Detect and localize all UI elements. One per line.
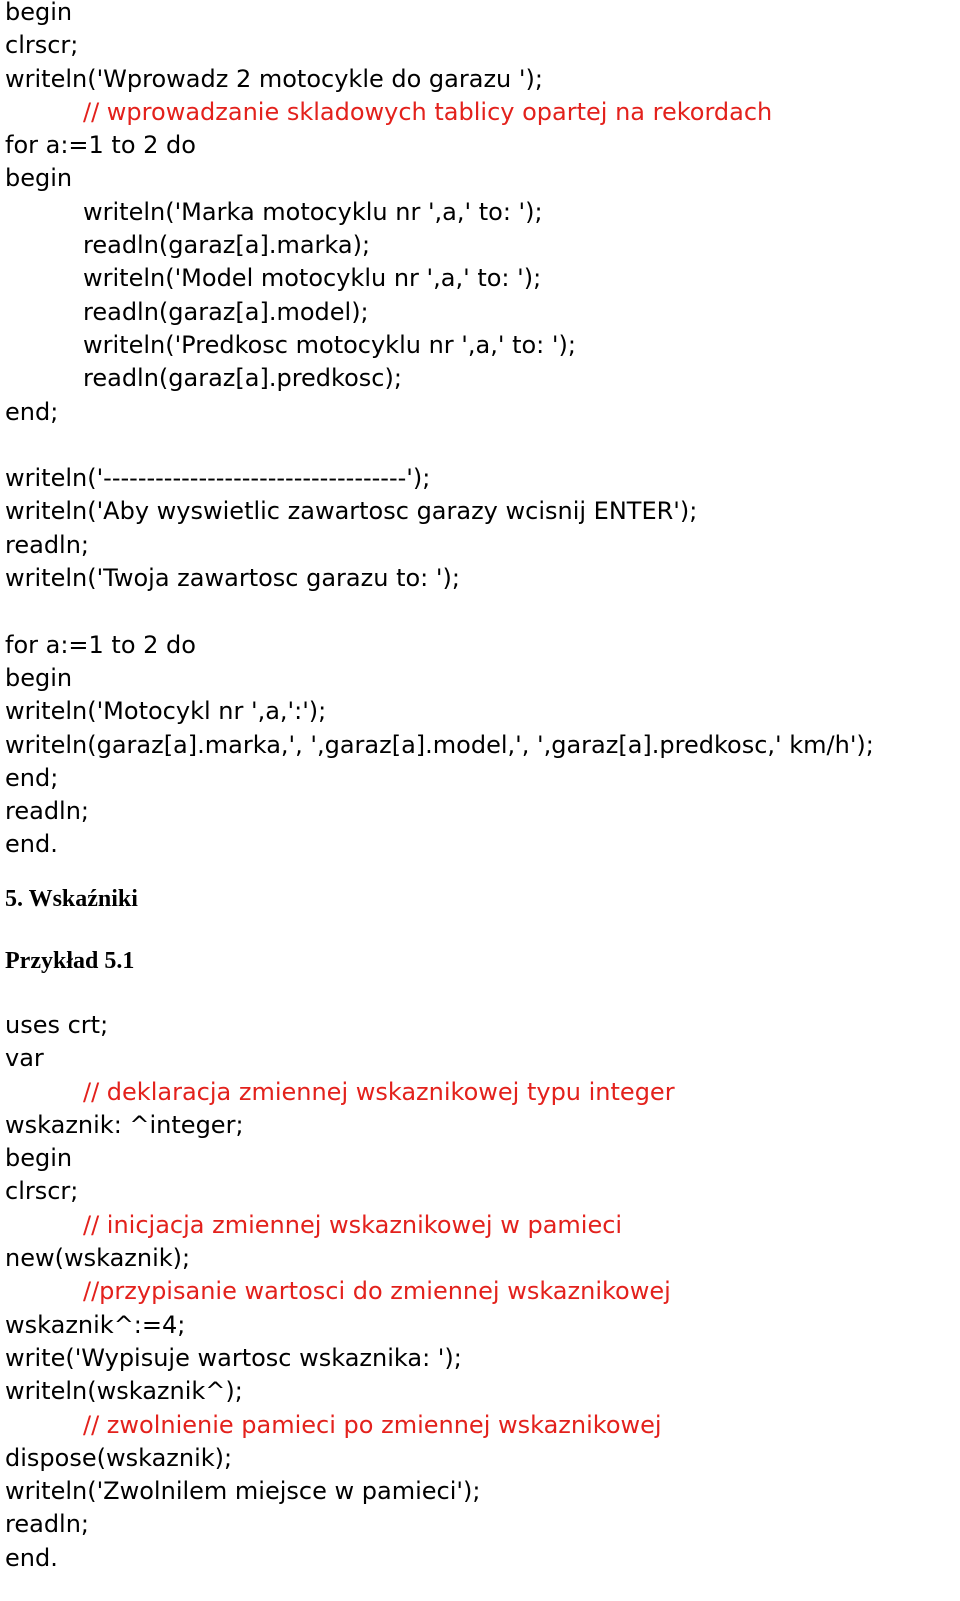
code-line: end; [5, 397, 59, 426]
code-block-pointers [5, 1009, 955, 1575]
code-line: readln(garaz[a].model); [83, 297, 369, 326]
code-line: clrscr; [5, 1177, 79, 1206]
code-line: writeln('Aby wyswietlic zawartosc garazy wcisnij ENTER'); [5, 497, 698, 526]
code-comment-line: // zwolnienie pamieci po zmiennej wskaznikowej [83, 1410, 662, 1439]
code-line: uses crt; [5, 1011, 109, 1039]
code-line: begin [5, 0, 73, 26]
code-line: clrscr; [5, 31, 79, 60]
code-line: wskaznik^:=4; [5, 1310, 186, 1339]
blank-line [5, 429, 955, 462]
code-line: readln; [5, 797, 90, 826]
code-comment-line: // deklaracja zmiennej wskaznikowej typu integer [83, 1077, 675, 1106]
code-line: readln; [5, 1510, 90, 1539]
code-line: dispose(wskaznik); [5, 1443, 233, 1472]
code-line: begin [5, 663, 73, 692]
code-line: readln(garaz[a].predkosc); [83, 364, 402, 393]
code-line: var [5, 1044, 44, 1073]
code-line: writeln('Zwolnilem miejsce w pamieci'); [5, 1477, 481, 1506]
code-line: writeln(wskaznik^); [5, 1377, 243, 1406]
code-line: end. [5, 830, 58, 859]
code-comment-line: // wprowadzanie skladowych tablicy opartej na rekordach [83, 97, 773, 126]
code-line: writeln('Predkosc motocyklu nr ',a,' to: '); [83, 330, 576, 359]
code-block-motorcycles [5, 0, 955, 862]
code-line: for a:=1 to 2 do [5, 630, 196, 659]
code-line: begin [5, 164, 73, 193]
code-line: readln; [5, 530, 90, 559]
code-line: end; [5, 763, 59, 792]
code-line: readln(garaz[a].marka); [83, 231, 371, 260]
code-line: writeln(garaz[a].marka,', ',garaz[a].model,', ',garaz[a].predkosc,' km/h'); [5, 730, 874, 759]
code-line: new(wskaznik); [5, 1244, 191, 1273]
code-comment-line: //przypisanie wartosci do zmiennej wskaznikowej [83, 1277, 671, 1306]
blank-line [5, 595, 955, 628]
code-line: writeln('Wprowadz 2 motocykle do garazu '); [5, 64, 543, 93]
code-line: writeln('Twoja zawartosc garazu to: '); [5, 564, 460, 593]
code-line: writeln('-----------------------------------'); [5, 464, 431, 493]
section-heading: 5. Wskaźniki [5, 886, 138, 912]
code-line: writeln('Model motocyklu nr ',a,' to: '); [83, 264, 542, 293]
code-line: write('Wypisuje wartosc wskaznika: '); [5, 1343, 462, 1372]
code-line: wskaznik: ^integer; [5, 1110, 244, 1139]
code-line: begin [5, 1144, 73, 1173]
code-line: writeln('Marka motocyklu nr ',a,' to: '); [83, 197, 543, 226]
code-line: end. [5, 1543, 58, 1572]
example-heading: Przykład 5.1 [5, 948, 135, 974]
code-line: for a:=1 to 2 do [5, 131, 196, 160]
code-comment-line: // inicjacja zmiennej wskaznikowej w pamieci [83, 1210, 623, 1239]
code-line: writeln('Motocykl nr ',a,':'); [5, 697, 327, 726]
